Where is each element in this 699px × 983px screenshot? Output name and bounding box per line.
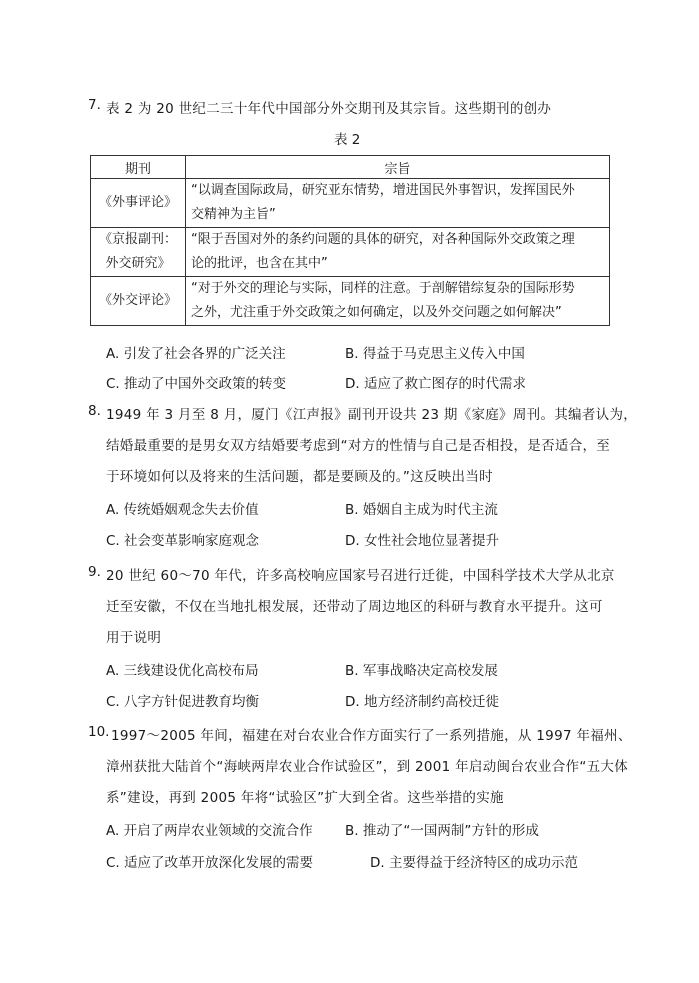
- journal-table: [90, 155, 610, 326]
- question-8-stem-line: 结婚最重要的是男女双方结婚要考虑到“对方的性情与自己是否相投，是否适合，至: [106, 438, 611, 454]
- journal-name-line: 《京报副刊：: [98, 232, 177, 247]
- question-7-option-c[interactable]: C. 推动了中国外交政策的转变: [106, 376, 287, 392]
- question-9-option-a[interactable]: A. 三线建设优化高校布局: [106, 663, 259, 679]
- question-8-option-c[interactable]: C. 社会变革影响家庭观念: [106, 533, 260, 549]
- question-8-number: 8.: [88, 403, 101, 419]
- aim-line: “限于吾国对外的条约问题的具体的研究，对各种国际外交政策之理: [191, 232, 575, 247]
- journal-name-line: 《外事评论》: [98, 195, 177, 210]
- table-caption: 表 2: [334, 132, 361, 148]
- table-row: [91, 179, 610, 228]
- question-10-stem-line: 1997～2005 年间，福建在对台农业合作方面实行了一系列措施，从 1997 年福州、: [111, 728, 632, 744]
- aim-line: “对于外交的理论与实际，同样的注意。于剖解错综复杂的国际形势: [191, 281, 575, 296]
- question-8-option-d[interactable]: D. 女性社会地位显著提升: [345, 533, 499, 549]
- aim-line: “以调查国际政局，研究亚东情势，增进国民外事智识，发挥国民外: [191, 183, 575, 198]
- table-cell-journal: [91, 277, 186, 326]
- question-8-option-a[interactable]: A. 传统婚姻观念失去价值: [106, 502, 259, 518]
- question-7-option-d[interactable]: D. 适应了救亡图存的时代需求: [345, 376, 526, 392]
- question-10-number: 10.: [88, 724, 110, 740]
- table-cell-aim: [186, 179, 610, 228]
- journal-name-line: 《外交评论》: [98, 293, 177, 308]
- journal-name-line: 外交研究》: [105, 256, 171, 271]
- table-header-journal: 期刊: [91, 156, 186, 179]
- question-9-number: 9.: [88, 564, 101, 580]
- question-10-option-d[interactable]: D. 主要得益于经济特区的成功示范: [370, 855, 578, 871]
- question-9-option-d[interactable]: D. 地方经济制约高校迁徙: [345, 694, 499, 710]
- question-8-option-b[interactable]: B. 婚姻自主成为时代主流: [345, 502, 498, 518]
- question-7-option-b[interactable]: B. 得益于马克思主义传入中国: [345, 346, 525, 362]
- table-header-aim: 宗旨: [186, 156, 610, 179]
- question-10-stem-line: 系”建设，再到 2005 年将“试验区”扩大到全省。这些举措的实施: [106, 790, 504, 806]
- table-cell-aim: [186, 277, 610, 326]
- question-8-stem-line: 于环境如何以及将来的生活问题，都是要顾及的。”这反映出当时: [106, 469, 493, 485]
- table-row: [91, 228, 610, 277]
- question-9-option-c[interactable]: C. 八字方针促进教育均衡: [106, 694, 260, 710]
- table-row: [91, 277, 610, 326]
- question-9-stem-line: 迁至安徽，不仅在当地扎根发展，还带动了周边地区的科研与教育水平提升。这可: [106, 599, 603, 615]
- question-9-option-b[interactable]: B. 军事战略决定高校发展: [345, 663, 498, 679]
- question-10-option-b[interactable]: B. 推动了“一国两制”方针的形成: [345, 823, 539, 839]
- question-7-stem: 表 2 为 20 世纪二三十年代中国部分外交期刊及其宗旨。这些期刊的创办: [106, 101, 552, 117]
- table-cell-journal: [91, 228, 186, 277]
- aim-line: 之外，尤注重于外交政策之如何确定，以及外交问题之如何解决”: [191, 305, 562, 320]
- aim-line: 交精神为主旨”: [191, 207, 276, 222]
- question-8-stem-line: 1949 年 3 月至 8 月，厦门《江声报》副刊开设共 23 期《家庭》周刊。其编者认为，: [106, 407, 638, 423]
- question-7-number: 7.: [88, 97, 101, 113]
- table-cell-journal: [91, 179, 186, 228]
- question-7-option-a[interactable]: A. 引发了社会各界的广泛关注: [106, 346, 286, 362]
- table-cell-aim: [186, 228, 610, 277]
- question-10-option-a[interactable]: A. 开启了两岸农业领域的交流合作: [106, 823, 313, 839]
- question-10-stem-line: 漳州获批大陆首个“海峡两岸农业合作试验区”，到 2001 年启动闽台农业合作“五大体: [106, 759, 629, 775]
- question-10-option-c[interactable]: C. 适应了改革开放深化发展的需要: [106, 855, 314, 871]
- table-header-row: [91, 156, 610, 179]
- question-9-stem-line: 用于说明: [106, 630, 162, 646]
- aim-line: 论的批评，也含在其中”: [191, 256, 328, 271]
- question-9-stem-line: 20 世纪 60～70 年代，许多高校响应国家号召进行迁徙，中国科学技术大学从北京: [106, 568, 615, 584]
